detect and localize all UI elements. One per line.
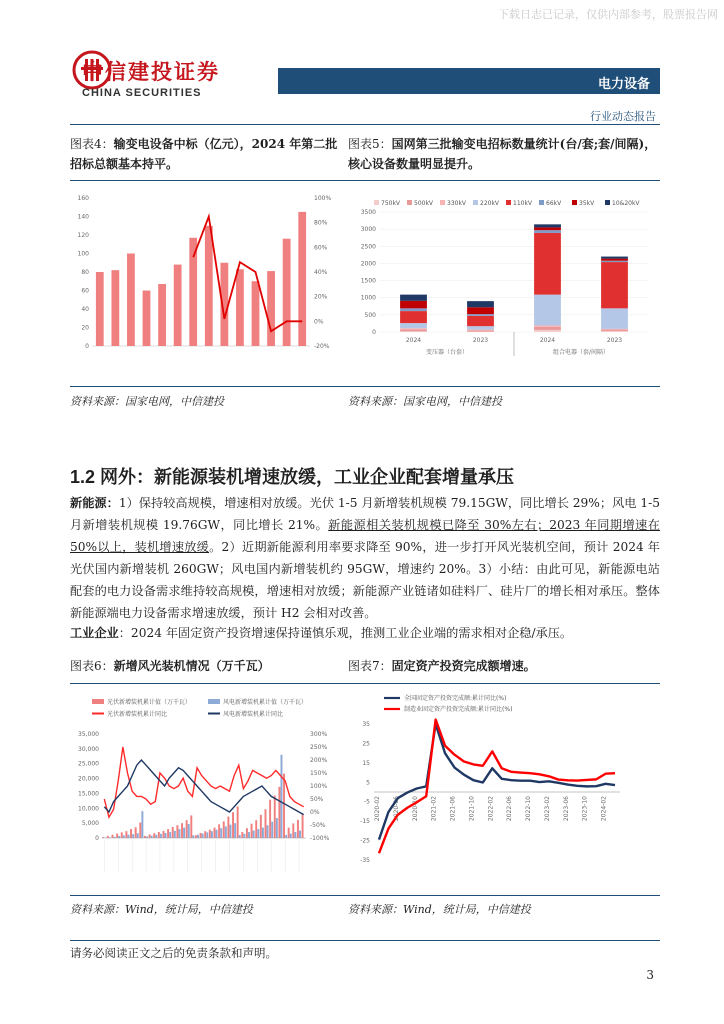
fig4-bar: [96, 272, 104, 346]
fig4-left-tick: 40: [81, 306, 89, 313]
fig4-bar: [252, 281, 260, 346]
fig6-pv-bar: [107, 836, 109, 838]
fig4-title-text: 输变电设备中标（亿元），2024 年第二批招标总额基本持平。: [70, 137, 338, 171]
fig5-legend-label: 10&20kV: [612, 200, 640, 207]
fig6-pv-bar: [181, 823, 183, 838]
fig4-bar: [236, 269, 244, 346]
fig6-legend-label: 风电新增装机累计同比: [223, 711, 284, 718]
fig6-right-tick: 150%: [310, 770, 328, 777]
fig5-bar-segment: [467, 330, 494, 331]
fig4-left-tick: 80: [81, 269, 89, 276]
paragraph-renewables: [70, 492, 660, 624]
fig5-legend-label: 110kV: [513, 200, 533, 207]
fig5-y-tick: 3500: [360, 209, 376, 216]
fig5-bar-segment: [534, 230, 561, 233]
fig6-wind-bar: [160, 834, 162, 838]
fig6-wind-bar: [276, 818, 278, 838]
fig6-left-tick: 5,000: [81, 820, 99, 828]
fig5-y-tick: 2000: [360, 260, 376, 268]
fig6-pv-bar: [251, 824, 253, 838]
fig5-bar-segment: [400, 323, 427, 328]
page-number: 3: [646, 968, 654, 982]
fig6-wind-bar: [132, 834, 134, 838]
fig4-source: 资料来源：国家电网，中信建投: [70, 395, 224, 408]
fig6-legend-swatch: [208, 699, 220, 704]
fig-rule-bottom-2: [70, 895, 660, 896]
fig6-wind-bar: [174, 831, 176, 838]
fig7-y-tick: 5: [366, 779, 370, 787]
fig5-bar-segment: [534, 325, 561, 326]
fig5-legend-label: 220kV: [480, 200, 500, 207]
fig6-wind-bar: [290, 834, 292, 838]
fig7-title: [348, 656, 660, 676]
fig4-right-tick: 40%: [314, 269, 328, 276]
report-type: 行业动态报告: [590, 110, 656, 123]
fig6-pv-bar: [278, 787, 280, 838]
fig5-bar-segment: [534, 233, 561, 295]
fig6-wind-bar: [262, 828, 264, 838]
fig5-bar-segment: [400, 331, 427, 332]
fig7-x-tick: 2020-06: [392, 796, 400, 822]
fig4-bar: [111, 270, 119, 346]
fig4-left-tick: 60: [81, 287, 89, 295]
fig4-left-tick: 0: [85, 343, 89, 350]
fig6-wind-bar: [267, 825, 269, 838]
fig5-bar-segment: [467, 301, 494, 307]
fig7-chart: [348, 690, 660, 878]
fig4-right-tick: 60%: [314, 244, 328, 252]
fig7-x-tick: 2023-06: [562, 796, 570, 822]
fig6-pv-bar: [158, 832, 160, 838]
sector-band: [278, 68, 660, 94]
fig6-legend-label: 光伏新增装机累计同比: [107, 711, 168, 718]
fig7-x-tick: 2021-02: [430, 796, 438, 822]
fig6-right-tick: 200%: [310, 757, 328, 764]
fig4-chart: [70, 186, 342, 364]
fig5-y-tick: 1000: [360, 294, 376, 302]
fig5-title: [348, 134, 660, 174]
fig7-y-tick: 35: [362, 721, 370, 728]
fig6-wind-bar: [294, 832, 296, 838]
fig5-legend-swatch: [440, 200, 445, 205]
fig4-left-tick: 100: [77, 250, 89, 258]
fig5-group-label: 变压器（台套）: [425, 349, 469, 356]
fig5-bar-segment: [601, 259, 628, 261]
fig6-pv-bar: [176, 825, 178, 838]
para1-text-1: 1）保持较高规模，增速相对放缓。光伏 1-5 月新增装机规模 79.15GW，同比增长 29%；风电 1-5 月新增装机规模 19.76GW，同比增长 21%。: [70, 496, 660, 532]
footer-rule: [70, 940, 660, 941]
disclaimer: 请务必阅读正文之后的免责条款和声明。: [70, 946, 277, 960]
fig7-x-tick: 2024-02: [600, 796, 608, 822]
fig6-wind-bar: [206, 832, 208, 838]
fig6-left-tick: 20,000: [78, 775, 99, 783]
para1-underlined: 新能源相关装机规模已降至 30%左右；2023 年同期增速在 50%以上，装机增速放缓: [70, 518, 660, 554]
fig6-pv-bar: [149, 834, 151, 838]
fig6-wind-bar: [155, 835, 157, 838]
fig7-legend-label: 制造业固定资产投资完成额:累计同比(%): [404, 706, 513, 713]
fig6-wind-bar: [141, 811, 143, 838]
fig5-bar-segment: [601, 331, 628, 332]
fig5-x-tick: 2024: [539, 337, 556, 344]
fig6-pv-bar: [288, 828, 290, 838]
fig5-x-tick: 2023: [606, 337, 623, 344]
fig6-legend-swatch: [92, 699, 104, 704]
fig6-pv-bar: [223, 821, 225, 838]
fig6-right-tick: 0%: [310, 809, 320, 816]
fig5-bar-segment: [467, 330, 494, 331]
fig6-pv-bar: [200, 833, 202, 838]
fig6-left-tick: 0: [95, 835, 99, 842]
fig6-pv-bar: [209, 830, 211, 838]
fig6-chart: [70, 690, 342, 878]
fig6-pv-bar: [237, 807, 239, 838]
fig7-x-tick: 2023-10: [581, 796, 589, 822]
fig7-legend-label: 全国固定资产投资完成额:累计同比(%): [404, 695, 507, 702]
fig6-wind-bar: [192, 835, 194, 838]
fig5-bar-segment: [601, 329, 628, 330]
brand-name-cn: 中信建投证券: [82, 61, 220, 84]
fig4-bar: [298, 212, 306, 346]
fig6-right-tick: 300%: [310, 731, 328, 738]
section-heading: 1.2 网外：新能源装机增速放缓，工业企业配套增量承压: [70, 467, 515, 487]
fig6-pv-bar: [269, 800, 271, 838]
fig4-right-tick: 20%: [314, 293, 328, 301]
fig6-pv-bar: [297, 820, 299, 838]
para1-lead: 新能源：: [70, 496, 119, 510]
fig6-pv-bar: [302, 815, 304, 838]
fig6-source: 资料来源：Wind，统计局，中信建投: [70, 903, 253, 916]
fig6-right-tick: -100%: [310, 835, 330, 842]
fig6-wind-bar: [281, 755, 283, 838]
fig5-legend-swatch: [539, 200, 544, 205]
fig4-bar: [283, 239, 291, 346]
fig5-label: 图表5：: [348, 137, 392, 151]
fig5-legend-label: 330kV: [447, 200, 467, 207]
fig5-bar-segment: [534, 330, 561, 332]
fig6-wind-bar: [123, 835, 125, 838]
fig7-x-tick: 2020-10: [411, 796, 419, 822]
fig4-label: 图表4：: [70, 137, 114, 151]
fig6-wind-bar: [299, 831, 301, 838]
fig6-wind-bar: [253, 831, 255, 838]
para2-lead: 工业企业: [70, 626, 119, 640]
fig6-wind-bar: [197, 835, 199, 838]
fig6-left-tick: 30,000: [78, 745, 99, 753]
fig6-wind-bar: [211, 831, 213, 838]
fig7-y-tick: -25: [360, 837, 370, 845]
fig5-bar-segment: [400, 329, 427, 331]
fig6-right-tick: -50%: [310, 822, 326, 829]
fig7-source: 资料来源：Wind，统计局，中信建投: [348, 903, 531, 916]
fig4-bar: [143, 291, 151, 347]
fig6-wind-bar: [243, 834, 245, 838]
fig4-bar: [189, 238, 197, 346]
fig5-bar-segment: [400, 328, 427, 329]
fig6-pv-bar: [130, 829, 132, 838]
fig5-bar-segment: [601, 308, 628, 329]
watermark-text: 下载日志已记录，仅供内部参考，股票报告网: [498, 8, 718, 21]
fig6-left-tick: 10,000: [78, 805, 99, 813]
fig5-legend-swatch: [605, 200, 610, 205]
fig6-wind-bar: [239, 835, 241, 838]
para2-text: ：2024 年固定资产投资增速保持谨慎乐观，推测工业企业端的需求相对企稳/承压。: [118, 626, 573, 640]
fig5-legend-swatch: [407, 200, 412, 205]
fig6-pv-bar: [265, 809, 267, 838]
fig6-wind-bar: [285, 835, 287, 838]
fig4-bar: [205, 226, 213, 346]
fig4-right-tick: 0%: [314, 318, 324, 326]
fig6-pv-bar: [163, 831, 165, 838]
fig6-wind-bar: [188, 824, 190, 838]
fig7-x-tick: 2020-02: [374, 796, 381, 822]
fig-rule-top: [70, 180, 660, 181]
fig6-left-tick: 35,000: [78, 731, 99, 738]
fig5-legend-swatch: [374, 200, 379, 205]
fig6-pv-bar: [195, 835, 197, 838]
fig6-wind-bar: [230, 825, 232, 838]
fig5-y-tick: 0: [372, 329, 376, 336]
fig6-pv-bar: [232, 812, 234, 838]
fig4-left-tick: 140: [77, 213, 89, 221]
fig5-bar-segment: [534, 327, 561, 330]
fig6-wind-bar: [118, 836, 120, 838]
fig5-bar-segment: [601, 261, 628, 262]
fig6-pv-bar: [190, 815, 192, 838]
fig6-pv-bar: [292, 823, 294, 838]
fig6-pv-bar: [121, 832, 123, 838]
fig6-legend-label: 光伏新增装机累计值（万千瓦）: [107, 699, 192, 706]
fig4-right-tick: 100%: [314, 195, 332, 202]
fig5-y-tick: 2500: [360, 243, 376, 251]
fig6-wind-bar: [183, 828, 185, 838]
fig6-pv-bar: [153, 833, 155, 838]
fig4-bar: [127, 254, 135, 347]
fig4-title: [70, 134, 340, 174]
fig5-y-tick: 500: [364, 311, 376, 319]
fig6-wind-bar: [137, 833, 139, 838]
fig4-left-tick: 120: [77, 232, 89, 239]
fig6-pv-bar: [260, 815, 262, 838]
fig6-pv-bar: [116, 834, 118, 838]
brand-block: [82, 56, 220, 99]
fig6-pv-bar: [135, 827, 137, 838]
fig6-pv-bar: [283, 774, 285, 838]
fig5-y-tick: 1500: [360, 277, 376, 285]
fig5-legend-swatch: [506, 200, 511, 205]
fig5-source: 资料来源：国家电网，中信建投: [348, 395, 502, 408]
fig5-bar-segment: [534, 295, 561, 326]
brand-name-en: CHINA SECURITIES: [82, 87, 202, 99]
fig6-label: 图表6：: [70, 659, 114, 673]
fig6-wind-bar: [257, 829, 259, 838]
fig6-wind-bar: [128, 835, 130, 838]
fig7-y-tick: 25: [362, 740, 370, 748]
fig4-right-tick: 80%: [314, 219, 328, 227]
fig6-wind-bar: [202, 834, 204, 838]
para1-text-3: 。2）近期新能源利用率要求降至 90%，进一步打开风光装机空间，预计 2024 年光伏国内新增装机 260GW；风电国内新增装机约 95GW，增速约 20%。3）小结：由此可见，新能源电站配套的电力设备需求维持较高规模，增速相对放缓；新能源产业链诸如硅料厂、硅片厂的增长相对承压。整体新能源端电力设备需求增速放缓，预计 H2 会相对改善。: [70, 540, 660, 620]
fig6-pv-bar: [144, 836, 146, 838]
fig6-wind-bar: [225, 826, 227, 838]
fig6-right-tick: 100%: [310, 783, 328, 790]
fig5-bar-segment: [601, 330, 628, 331]
fig5-bar-segment: [534, 227, 561, 230]
fig5-x-tick: 2024: [405, 337, 422, 344]
fig7-x-tick: 2021-06: [449, 796, 457, 822]
fig6-wind-bar: [248, 832, 250, 838]
fig4-bar: [267, 271, 275, 346]
fig5-bar-segment: [400, 295, 427, 301]
fig5-bar-segment: [467, 326, 494, 329]
fig6-left-tick: 25,000: [78, 760, 99, 768]
fig6-pv-bar: [246, 828, 248, 838]
fig6-title: [70, 656, 340, 676]
fig6-pv-bar: [214, 828, 216, 838]
fig5-legend-swatch: [572, 200, 577, 205]
fig5-bar-segment: [467, 307, 494, 314]
fig6-pv-bar: [186, 820, 188, 838]
fig4-bar: [174, 265, 182, 346]
fig4-left-tick: 20: [81, 324, 89, 332]
paragraph-industry: [70, 622, 660, 644]
fig7-y-tick: -35: [360, 857, 370, 864]
fig6-title-text: 新增风光装机情况（万千瓦）: [113, 659, 270, 673]
fig6-legend-label: 风电新增装机累计值（万千瓦）: [223, 699, 308, 706]
fig6-pv-bar: [112, 835, 114, 838]
fig6-pv-bar: [274, 796, 276, 838]
fig7-y-tick: -5: [364, 798, 370, 806]
fig6-wind-bar: [165, 833, 167, 838]
fig6-wind-bar: [234, 823, 236, 838]
fig5-title-text: 国网第三批输变电招标数量统计(台/套;套/间隔)，核心设备数量明显提升。: [348, 137, 657, 171]
fig6-left-tick: 15,000: [78, 790, 99, 798]
fig5-bar-segment: [400, 301, 427, 309]
fig6-wind-bar: [216, 830, 218, 838]
fig5-bar-segment: [400, 311, 427, 323]
fig6-pv-bar: [218, 824, 220, 838]
fig5-y-tick: 3000: [360, 226, 376, 234]
fig5-chart: [348, 186, 660, 364]
fig4-right-tick: -20%: [314, 343, 330, 350]
fig6-wind-bar: [271, 822, 273, 838]
fig6-pv-bar: [139, 823, 141, 838]
fig5-bar-segment: [601, 262, 628, 308]
fig7-x-tick: 2023-02: [543, 796, 551, 822]
header-rule: [70, 124, 660, 125]
fig6-pv-bar: [227, 817, 229, 838]
fig6-pv-bar: [167, 829, 169, 838]
fig6-wind-bar: [169, 832, 171, 838]
fig6-right-tick: 50%: [310, 796, 324, 803]
fig6-wind-bar: [220, 828, 222, 838]
fig5-x-tick: 2023: [472, 337, 489, 344]
fig5-bar-segment: [601, 257, 628, 259]
fig-rule-top-2: [70, 683, 660, 684]
fig6-right-tick: 250%: [310, 744, 328, 751]
fig6-pv-bar: [241, 832, 243, 838]
fig5-bar-segment: [467, 314, 494, 316]
fig5-bar-segment: [400, 308, 427, 311]
fig7-x-tick: 2022-10: [525, 796, 533, 822]
fig6-wind-bar: [179, 829, 181, 838]
fig6-pv-bar: [172, 827, 174, 838]
fig5-legend-label: 35kV: [579, 200, 595, 207]
fig5-legend-label: 66kV: [546, 200, 562, 207]
fig7-x-tick: 2021-10: [468, 796, 476, 822]
fig6-pv-bar: [125, 831, 127, 838]
fig7-y-tick: 15: [362, 759, 370, 767]
fig6-wind-bar: [151, 836, 153, 838]
fig4-bar: [158, 284, 166, 346]
fig5-legend-label: 500kV: [414, 200, 434, 207]
fig7-title-text: 固定资产投资完成额增速。: [391, 659, 536, 673]
fig-rule-bottom: [70, 386, 660, 387]
fig7-label: 图表7：: [348, 659, 392, 673]
fig5-legend-swatch: [473, 200, 478, 205]
fig7-y-tick: -15: [360, 818, 370, 826]
fig4-left-tick: 160: [77, 195, 89, 202]
fig7-x-tick: 2022-02: [487, 796, 495, 822]
fig6-pv-bar: [204, 831, 206, 838]
fig5-bar-segment: [467, 316, 494, 326]
fig7-national-fai-line: [379, 724, 615, 840]
fig7-x-tick: 2022-06: [506, 796, 514, 822]
fig5-bar-segment: [534, 224, 561, 227]
sector-label: 电力设备: [597, 76, 650, 91]
fig5-legend-label: 750kV: [381, 200, 401, 207]
fig6-pv-bar: [255, 820, 257, 838]
fig5-group-label: 组合电器（套/间隔）: [552, 349, 610, 356]
